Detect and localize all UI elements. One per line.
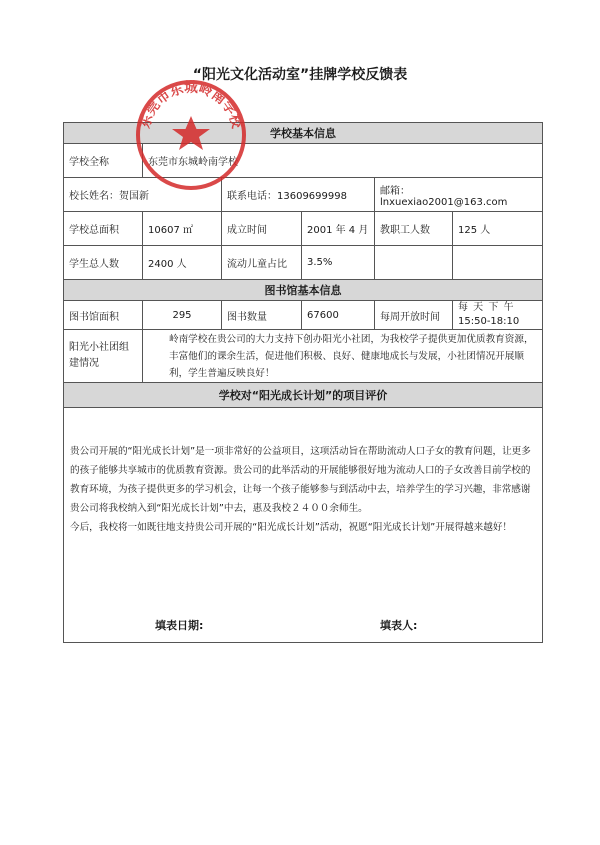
- hours-label: 每周开放时间: [375, 301, 453, 330]
- hours-line1: 每 天 下 午: [458, 302, 515, 313]
- staff-value: 125 人: [453, 212, 543, 246]
- eval-row: [64, 408, 543, 643]
- phone-field: 联系电话：13609699998: [222, 178, 375, 212]
- hours-value: [453, 301, 543, 330]
- club-text: 岭南学校在贵公司的大力支持下创办阳光小社团，为我校学子提供更加优质教育资源，丰富他们的课余生活，促进他们积极、良好、健康地成长与发展，小社团情况开展顺利，学生普遍反映良好！: [143, 330, 543, 383]
- seal-star: [172, 116, 210, 150]
- empty-cell: [375, 246, 453, 280]
- school-name-value: 东莞市东城岭南学校: [143, 144, 543, 178]
- hours-line2: 15:50-18:10: [458, 316, 520, 327]
- founded-label: 成立时间: [222, 212, 302, 246]
- filler-label: 填表人:: [380, 619, 418, 632]
- feedback-form: [63, 122, 543, 643]
- page-title: “阳光文化活动室”挂牌学校反馈表: [192, 67, 408, 83]
- eval-section-title: 学校对“阳光成长计划”的项目评价: [64, 383, 543, 408]
- eval-text: [64, 408, 543, 643]
- eval-paragraph-1: 贵公司开展的“阳光成长计划”是一项非常好的公益项目，这项活动旨在帮助流动人口子女的教育问题，让更多的孩子能够共享城市的优质教育资源。贵公司的此举活动的开展能够很好地为流动人口的子女改善目前学校的教育环境，为孩子提供更多的学习机会，让每一个孩子能够参与到活动中去，培养学生的学习兴趣，非常感谢贵公司将我校纳入到“阳光成长计划”中去，惠及我校２４００余师生。: [70, 446, 531, 514]
- school-section-title: 学校基本信息: [64, 123, 543, 144]
- school-seal: [134, 78, 248, 192]
- books-value: 67600: [302, 301, 375, 330]
- migrant-value: 3.5%: [302, 246, 375, 280]
- area-value: 10607 ㎡: [143, 212, 222, 246]
- books-label: 图书数量: [222, 301, 302, 330]
- library-area-label: 图书馆面积: [64, 301, 143, 330]
- students-value: 2400 人: [143, 246, 222, 280]
- club-label: 阳光小社团组建情况: [64, 330, 143, 383]
- founded-value: 2001 年 4 月: [302, 212, 375, 246]
- migrant-label: 流动儿童占比: [222, 246, 302, 280]
- library-section-title: 图书馆基本信息: [64, 280, 543, 301]
- principal-field: 校长姓名：贺国新: [64, 178, 222, 212]
- library-row: [64, 301, 543, 330]
- area-label: 学校总面积: [64, 212, 143, 246]
- staff-label: 教职工人数: [375, 212, 453, 246]
- area-row: [64, 212, 543, 246]
- email-field: 邮箱：lnxuexiao2001@163.com: [375, 178, 543, 212]
- seal-text: 东莞市东城岭南学校: [137, 80, 245, 131]
- students-label: 学生总人数: [64, 246, 143, 280]
- fill-date-label: 填表日期:: [155, 619, 204, 632]
- club-row: [64, 330, 543, 383]
- eval-paragraph-2: 今后，我校将一如既往地支持贵公司开展的“阳光成长计划”活动，祝愿“阳光成长计划”开展得越来越好！: [70, 522, 513, 533]
- school-name-label: 学校全称: [64, 144, 143, 178]
- library-area-value: 295: [143, 301, 222, 330]
- library-section-header: [64, 280, 543, 301]
- empty-cell: [453, 246, 543, 280]
- students-row: [64, 246, 543, 280]
- eval-section-header: [64, 383, 543, 408]
